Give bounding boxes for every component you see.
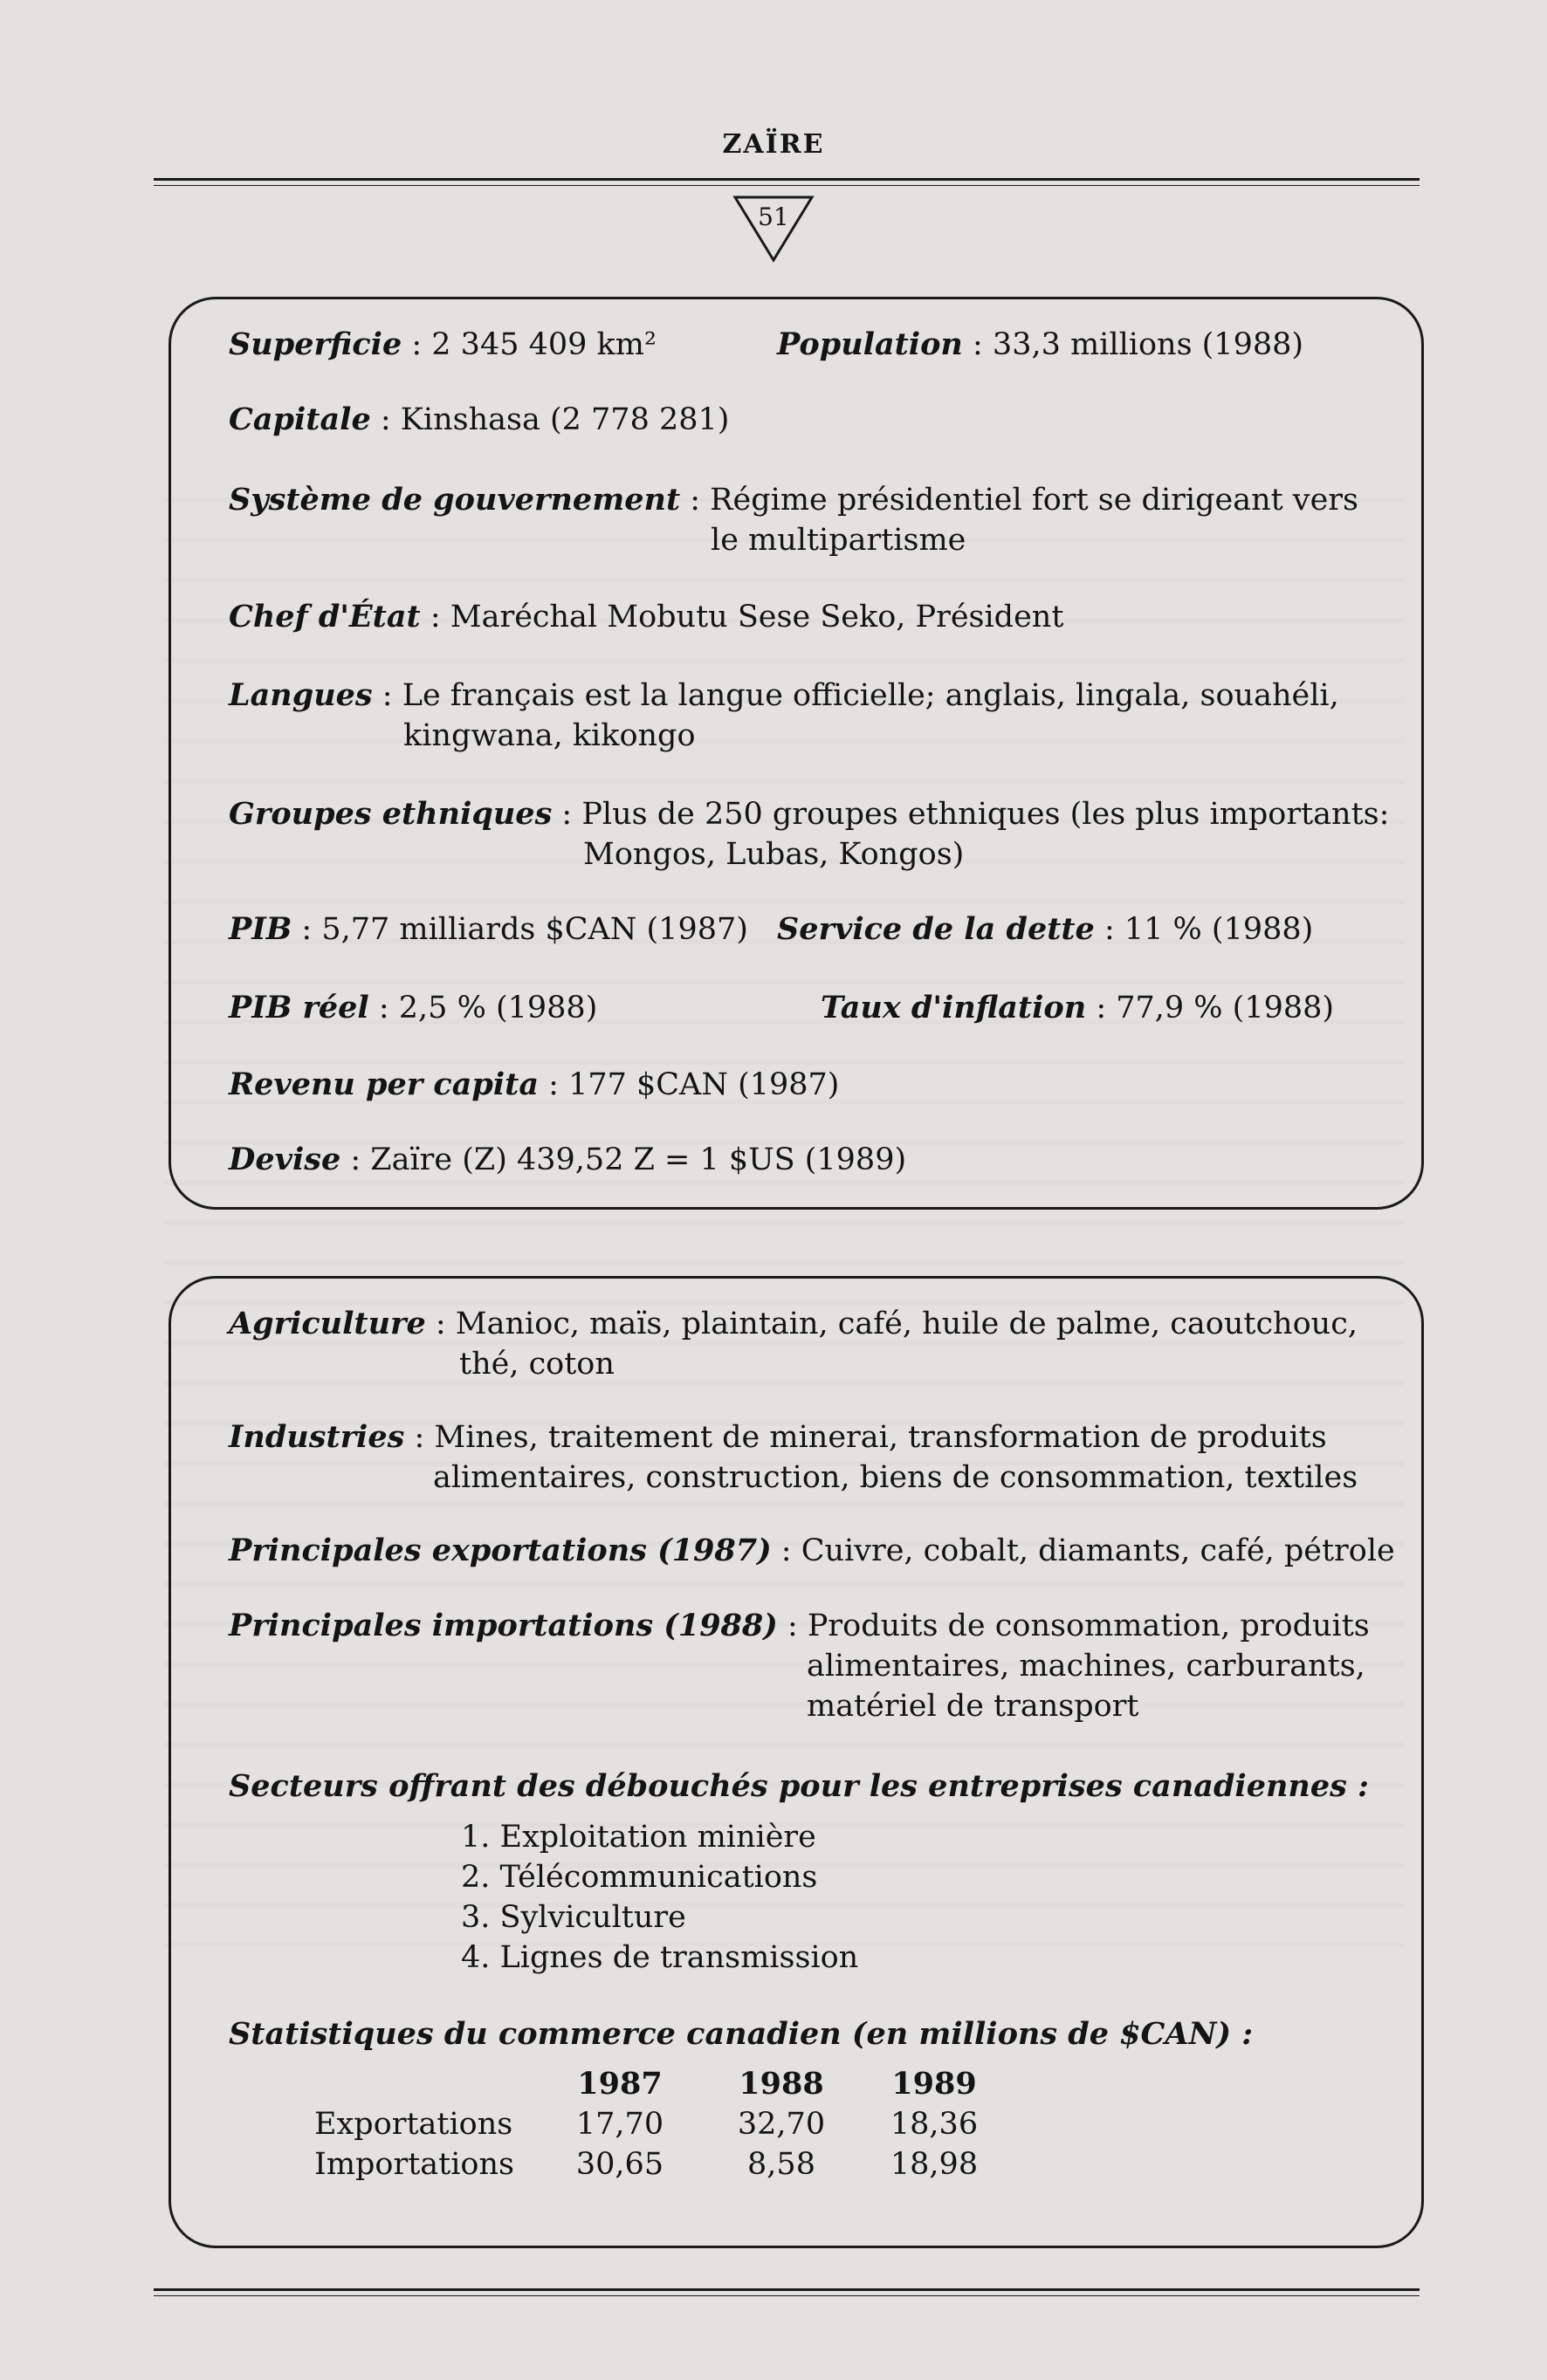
table-header-empty (314, 2066, 550, 2106)
table-cell: 18,36 (890, 2107, 979, 2142)
population-label: Population (777, 326, 963, 362)
revenu-label: Revenu per capita (229, 1067, 540, 1102)
industries-label: Industries (229, 1419, 405, 1455)
agriculture-label: Agriculture (229, 1306, 426, 1341)
table-header-year: 1987 (577, 2066, 663, 2102)
devise-row (229, 1142, 906, 1178)
pib-value: : 5,77 milliards $CAN (1987) (301, 912, 748, 947)
groupes-value-cont: Mongos, Lubas, Kongos) (583, 837, 965, 872)
systeme-label: Système de gouvernement (229, 482, 681, 518)
devise-label: Devise (229, 1142, 341, 1177)
table-cell: 32,70 (737, 2107, 826, 2142)
importations-label: Principales importations (1988) (229, 1608, 778, 1643)
capitale-row (229, 401, 729, 438)
table-cell: 8,58 (747, 2147, 815, 2182)
chef-value: : Maréchal Mobutu Sese Seko, Président (430, 600, 1064, 634)
row-label: Importations (314, 2147, 514, 2182)
population-value: : 33,3 millions (1988) (973, 327, 1304, 362)
devise-value: : Zaïre (Z) 439,52 Z = 1 $US (1989) (350, 1142, 907, 1177)
secteur-item: 4. Lignes de transmission (461, 1940, 859, 1975)
groupes-value: : Plus de 250 groupes ethniques (les plus importants: (561, 797, 1390, 832)
pib-reel-row (229, 990, 597, 1026)
pib-reel-label: PIB réel (229, 990, 369, 1025)
pib-reel-value: : 2,5 % (1988) (378, 991, 598, 1025)
header-rule (154, 178, 1420, 181)
pib-row (229, 911, 748, 948)
chef-row (229, 599, 1063, 635)
service-dette-row (777, 911, 1313, 948)
systeme-row (229, 482, 1358, 518)
footer-rule-thin (154, 2295, 1420, 2296)
table-header-row (314, 2066, 995, 2106)
secteur-item: 1. Exploitation minière (461, 1820, 816, 1855)
agriculture-value: : Manioc, maïs, plaintain, café, huile de palme, caoutchouc, (435, 1307, 1358, 1341)
pib-label: PIB (229, 911, 292, 947)
table-row (314, 2146, 995, 2186)
importations-row (229, 1608, 1370, 1644)
industries-value: : Mines, traitement de minerai, transformation de produits (414, 1420, 1327, 1455)
agriculture-value-cont: thé, coton (459, 1347, 615, 1382)
superficie-label: Superficie (229, 326, 402, 362)
superficie-value: : 2 345 409 km² (411, 327, 657, 362)
footer-rule (154, 2288, 1420, 2291)
langues-row (229, 677, 1339, 714)
agriculture-row (229, 1306, 1358, 1342)
langues-value-cont: kingwana, kikongo (403, 718, 696, 753)
exportations-label: Principales exportations (1987) (229, 1533, 772, 1568)
groupes-row (229, 796, 1389, 833)
service-dette-label: Service de la dette (777, 911, 1095, 947)
systeme-value: : Régime présidentiel fort se dirigeant vers (690, 483, 1358, 518)
trade-statistics-table (314, 2066, 995, 2186)
systeme-value-cont: le multipartisme (711, 523, 966, 558)
capitale-label: Capitale (229, 401, 371, 437)
capitale-value: : Kinshasa (2 778 281) (380, 402, 730, 437)
service-dette-value: : 11 % (1988) (1104, 912, 1314, 947)
exportations-value: : Cuivre, cobalt, diamants, café, pétrole (780, 1533, 1395, 1568)
population-row (777, 326, 1303, 363)
importations-value-cont: alimentaires, machines, carburants, (807, 1649, 1365, 1684)
table-row (314, 2106, 995, 2146)
secteur-item: 3. Sylviculture (461, 1900, 686, 1935)
table-cell: 17,70 (575, 2107, 664, 2142)
inflation-value: : 77,9 % (1988) (1096, 991, 1335, 1025)
exportations-row (229, 1533, 1395, 1569)
superficie-row (229, 326, 657, 363)
chef-label: Chef d'État (229, 599, 421, 634)
page-title: ZAÏRE (722, 129, 825, 160)
inflation-row (821, 990, 1334, 1026)
secteurs-heading: Secteurs offrant des débouchés pour les entreprises canadiennes : (229, 1768, 1369, 1804)
table-header-year: 1989 (891, 2066, 977, 2102)
page-number: 51 (758, 202, 789, 231)
inflation-label: Taux d'inflation (821, 990, 1087, 1025)
secteur-item: 2. Télécommunications (461, 1860, 818, 1895)
row-label: Exportations (314, 2107, 513, 2142)
table-header-year: 1988 (739, 2066, 824, 2102)
langues-label: Langues (229, 677, 373, 713)
revenu-value: : 177 $CAN (1987) (548, 1067, 840, 1102)
revenu-row (229, 1067, 839, 1103)
table-cell: 30,65 (575, 2147, 664, 2182)
industries-row (229, 1419, 1327, 1456)
header-rule-thin (154, 185, 1420, 186)
table-cell: 18,98 (890, 2147, 979, 2182)
importations-value: : Produits de consommation, produits (787, 1608, 1370, 1643)
importations-value-cont2: matériel de transport (807, 1689, 1139, 1724)
langues-value: : Le français est la langue officielle; anglais, lingala, souahéli, (382, 678, 1339, 713)
industries-value-cont: alimentaires, construction, biens de consommation, textiles (433, 1460, 1358, 1495)
stats-heading: Statistiques du commerce canadien (en millions de $CAN) : (229, 2016, 1254, 2052)
groupes-label: Groupes ethniques (229, 796, 553, 832)
